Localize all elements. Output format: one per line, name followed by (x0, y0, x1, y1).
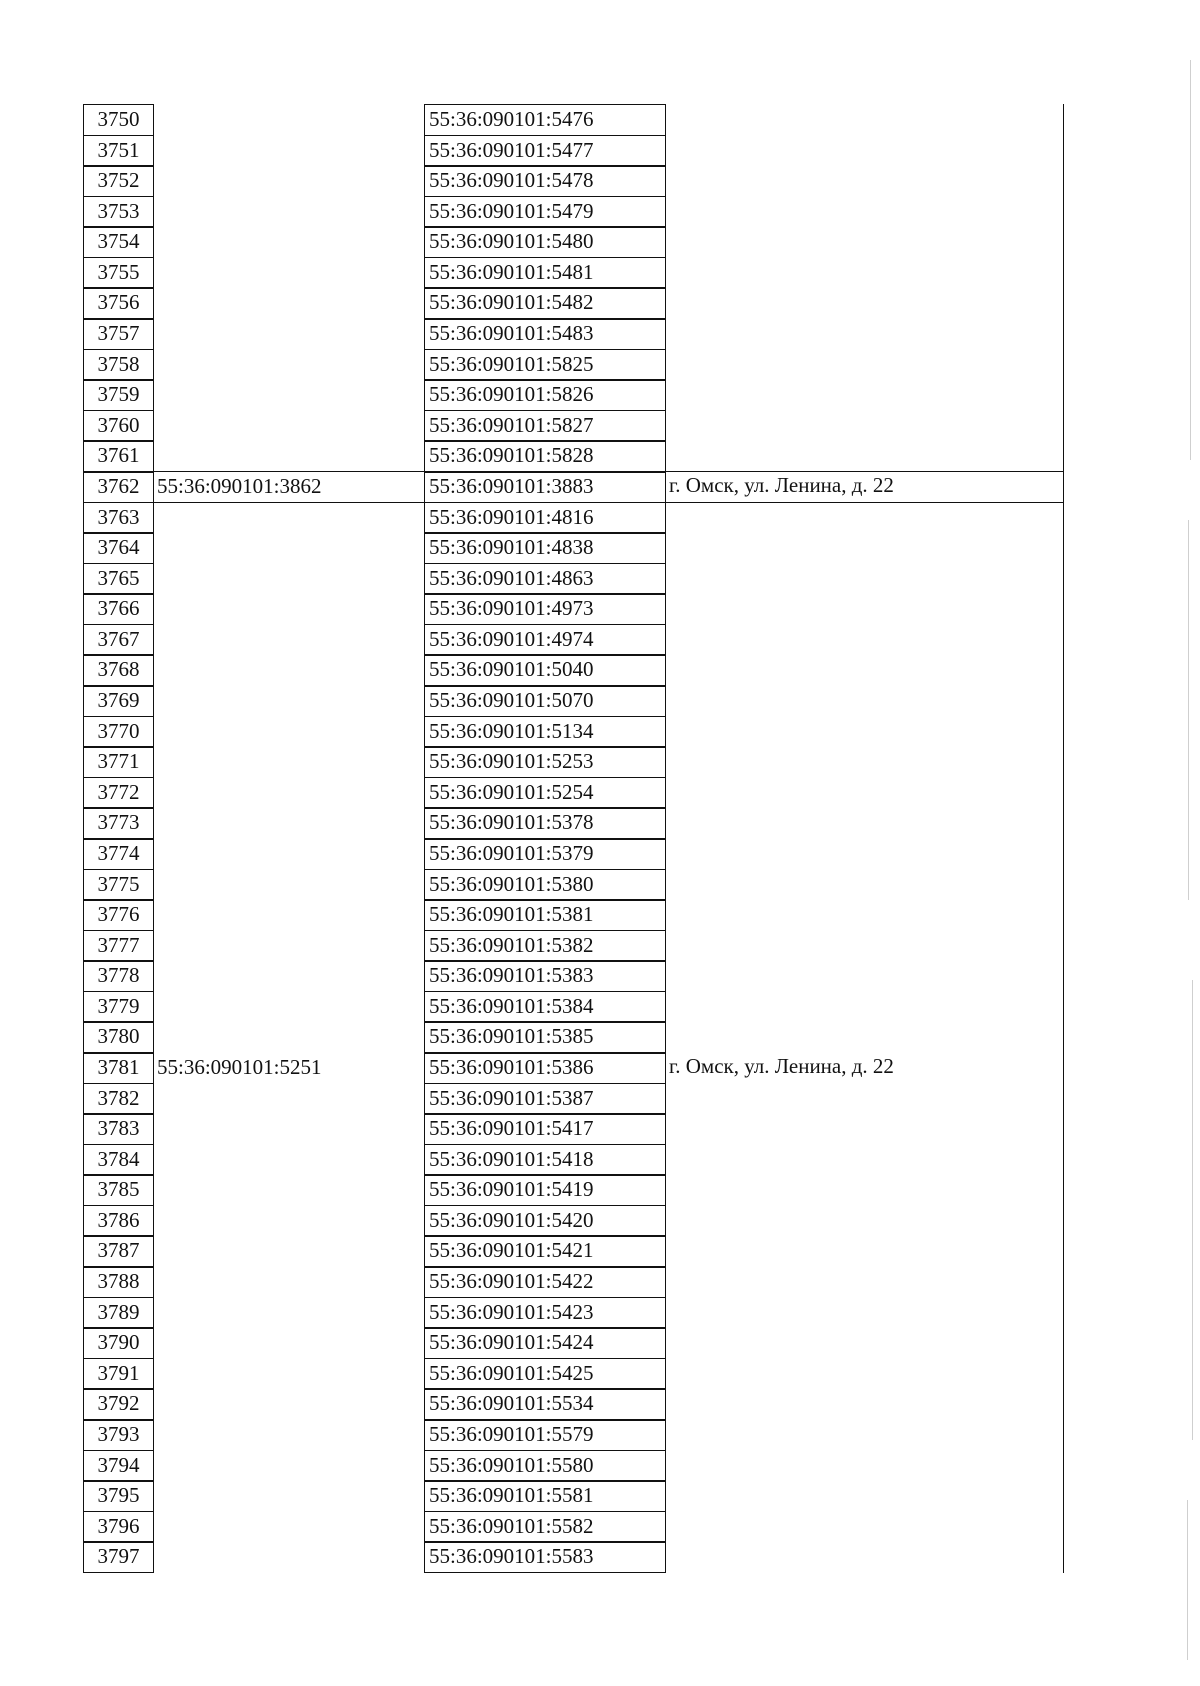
premise-cadastral-number: 55:36:090101:5477 (424, 135, 666, 167)
premise-cadastral-number: 55:36:090101:4973 (424, 593, 666, 625)
row-number-cell: 3767 (83, 624, 154, 656)
premise-cadastral-number: 55:36:090101:5383 (424, 960, 666, 992)
premise-cadastral-number: 55:36:090101:5481 (424, 257, 666, 289)
row-number-cell: 3775 (83, 869, 154, 901)
premise-cadastral-number: 55:36:090101:4863 (424, 563, 666, 595)
row-number-cell: 3794 (83, 1450, 154, 1482)
table-right-border (1063, 104, 1064, 1573)
premise-cadastral-number: 55:36:090101:5482 (424, 287, 666, 319)
row-number-cell: 3756 (83, 287, 154, 319)
premise-cadastral-number: 55:36:090101:5583 (424, 1541, 666, 1573)
address-cell: г. Омск, ул. Ленина, д. 22 (669, 472, 894, 497)
premise-cadastral-number: 55:36:090101:5386 (424, 1052, 666, 1084)
row-number-cell: 3765 (83, 563, 154, 595)
row-number-cell: 3797 (83, 1541, 154, 1573)
building-cadastral-number: 55:36:090101:3862 (157, 473, 322, 498)
premise-cadastral-number: 55:36:090101:4838 (424, 532, 666, 564)
row-number-cell: 3786 (83, 1205, 154, 1237)
premise-cadastral-number: 55:36:090101:5423 (424, 1297, 666, 1329)
scan-artifact (1187, 1500, 1188, 1660)
premise-cadastral-number: 55:36:090101:5418 (424, 1144, 666, 1176)
row-number-cell: 3788 (83, 1266, 154, 1298)
premise-cadastral-number: 55:36:090101:5424 (424, 1327, 666, 1359)
row-number-cell: 3763 (83, 502, 154, 534)
premise-cadastral-number: 55:36:090101:5384 (424, 991, 666, 1023)
row-number-cell: 3752 (83, 165, 154, 197)
premise-cadastral-number: 55:36:090101:5480 (424, 226, 666, 258)
premise-cadastral-number: 55:36:090101:5387 (424, 1083, 666, 1115)
premise-cadastral-number: 55:36:090101:5379 (424, 838, 666, 870)
scan-artifact (1192, 980, 1193, 1440)
row-number-cell: 3759 (83, 379, 154, 411)
premise-cadastral-number: 55:36:090101:5380 (424, 869, 666, 901)
premise-cadastral-number: 55:36:090101:5582 (424, 1511, 666, 1543)
row-number-cell: 3790 (83, 1327, 154, 1359)
row-number-cell: 3781 (83, 1052, 154, 1084)
row-number-cell: 3772 (83, 777, 154, 809)
row-number-cell: 3789 (83, 1297, 154, 1329)
row-number-cell: 3793 (83, 1419, 154, 1451)
row-number-cell: 3758 (83, 349, 154, 381)
address-cell: г. Омск, ул. Ленина, д. 22 (669, 1053, 894, 1078)
row-number-cell: 3757 (83, 318, 154, 350)
premise-cadastral-number: 55:36:090101:4974 (424, 624, 666, 656)
premise-cadastral-number: 55:36:090101:5417 (424, 1113, 666, 1145)
premise-cadastral-number: 55:36:090101:3883 (424, 471, 666, 503)
row-number-cell: 3750 (83, 104, 154, 136)
premise-cadastral-number: 55:36:090101:5476 (424, 104, 666, 136)
row-number-cell: 3770 (83, 716, 154, 748)
premise-cadastral-number: 55:36:090101:5479 (424, 196, 666, 228)
premise-cadastral-number: 55:36:090101:5421 (424, 1235, 666, 1267)
premise-cadastral-number: 55:36:090101:5478 (424, 165, 666, 197)
row-number-cell: 3754 (83, 226, 154, 258)
premise-cadastral-number: 55:36:090101:5385 (424, 1021, 666, 1053)
row-number-cell: 3792 (83, 1388, 154, 1420)
row-number-cell: 3755 (83, 257, 154, 289)
row-number-cell: 3782 (83, 1083, 154, 1115)
row-number-cell: 3776 (83, 899, 154, 931)
premise-cadastral-number: 55:36:090101:5378 (424, 807, 666, 839)
premise-cadastral-number: 55:36:090101:5827 (424, 410, 666, 442)
row-number-cell: 3761 (83, 440, 154, 472)
premise-cadastral-number: 55:36:090101:5579 (424, 1419, 666, 1451)
row-number-cell: 3773 (83, 807, 154, 839)
row-number-cell: 3779 (83, 991, 154, 1023)
premise-cadastral-number: 55:36:090101:5040 (424, 654, 666, 686)
row-number-cell: 3762 (83, 471, 154, 503)
row-number-cell: 3780 (83, 1021, 154, 1053)
premise-cadastral-number: 55:36:090101:5581 (424, 1480, 666, 1512)
row-number-cell: 3751 (83, 135, 154, 167)
row-number-cell: 3769 (83, 685, 154, 717)
row-number-cell: 3768 (83, 654, 154, 686)
row-number-cell: 3795 (83, 1480, 154, 1512)
building-cadastral-number: 55:36:090101:5251 (157, 1054, 322, 1079)
row-divider-line (83, 502, 1063, 503)
row-divider-line (83, 471, 1063, 472)
row-number-cell: 3796 (83, 1511, 154, 1543)
premise-cadastral-number: 55:36:090101:5425 (424, 1358, 666, 1390)
row-number-cell: 3783 (83, 1113, 154, 1145)
premise-cadastral-number: 55:36:090101:5254 (424, 777, 666, 809)
row-number-cell: 3764 (83, 532, 154, 564)
row-number-cell: 3778 (83, 960, 154, 992)
premise-cadastral-number: 55:36:090101:5134 (424, 716, 666, 748)
premise-cadastral-number: 55:36:090101:5070 (424, 685, 666, 717)
row-number-cell: 3771 (83, 746, 154, 778)
premise-cadastral-number: 55:36:090101:5483 (424, 318, 666, 350)
row-number-cell: 3766 (83, 593, 154, 625)
premise-cadastral-number: 55:36:090101:5381 (424, 899, 666, 931)
premise-cadastral-number: 55:36:090101:5826 (424, 379, 666, 411)
premise-cadastral-number: 55:36:090101:5382 (424, 930, 666, 962)
scan-artifact (1188, 520, 1189, 900)
premise-cadastral-number: 55:36:090101:5825 (424, 349, 666, 381)
premise-cadastral-number: 55:36:090101:5534 (424, 1388, 666, 1420)
premise-cadastral-number: 55:36:090101:5580 (424, 1450, 666, 1482)
premise-cadastral-number: 55:36:090101:5422 (424, 1266, 666, 1298)
premise-cadastral-number: 55:36:090101:5420 (424, 1205, 666, 1237)
row-number-cell: 3784 (83, 1144, 154, 1176)
premise-cadastral-number: 55:36:090101:5828 (424, 440, 666, 472)
row-number-cell: 3753 (83, 196, 154, 228)
row-number-cell: 3760 (83, 410, 154, 442)
row-number-cell: 3774 (83, 838, 154, 870)
row-number-cell: 3787 (83, 1235, 154, 1267)
scan-artifact (1190, 60, 1191, 460)
row-number-cell: 3785 (83, 1174, 154, 1206)
row-number-cell: 3777 (83, 930, 154, 962)
premise-cadastral-number: 55:36:090101:5253 (424, 746, 666, 778)
row-number-cell: 3791 (83, 1358, 154, 1390)
premise-cadastral-number: 55:36:090101:5419 (424, 1174, 666, 1206)
premise-cadastral-number: 55:36:090101:4816 (424, 502, 666, 534)
